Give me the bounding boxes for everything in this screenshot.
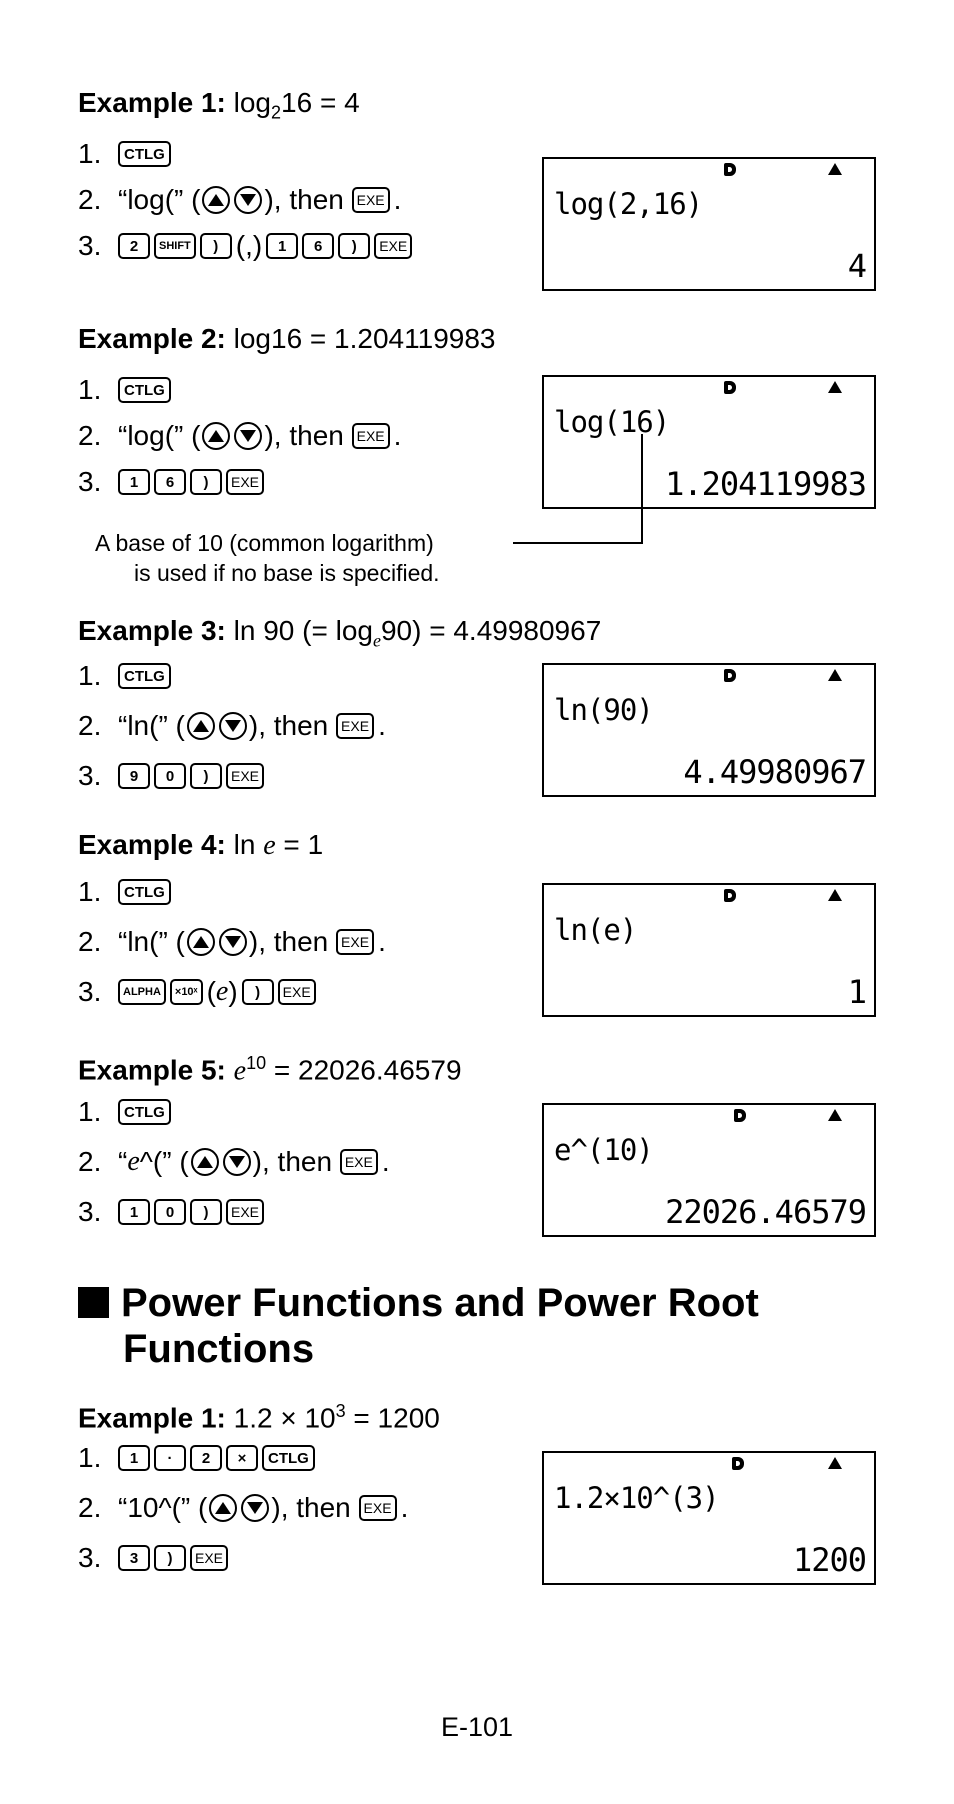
exe-key: EXE bbox=[336, 929, 374, 955]
step-3: 3. 1 6 ) EXE bbox=[78, 462, 268, 502]
exe-key: EXE bbox=[359, 1495, 397, 1521]
key-9: 9 bbox=[118, 763, 150, 789]
down-arrow-key-icon bbox=[223, 1148, 251, 1176]
up-arrow-key-icon bbox=[191, 1148, 219, 1176]
x10x-key: ×10ˣ bbox=[170, 979, 203, 1005]
rparen-key: ) bbox=[154, 1545, 186, 1571]
lcd-up-indicator-icon bbox=[828, 1457, 842, 1469]
step-2: 2. “ e ^(” ( ), then EXE . bbox=[78, 1146, 390, 1177]
lcd-d-indicator-icon bbox=[732, 1457, 744, 1470]
ctlg-key: CTLG bbox=[118, 377, 171, 403]
exe-key: EXE bbox=[278, 979, 316, 1005]
ctlg-key: CTLG bbox=[118, 1099, 171, 1125]
lcd-input: log(2,16) bbox=[554, 187, 703, 221]
page-number: E-101 bbox=[440, 1712, 514, 1742]
step-1: 1. 1 · 2 × CTLG bbox=[78, 1438, 319, 1478]
step-3: 3. 2 SHIFT ) (,) 1 6 ) EXE bbox=[78, 226, 416, 266]
exe-key: EXE bbox=[352, 423, 390, 449]
lcd-input: log(16) bbox=[554, 405, 670, 439]
step-2: 2. “ln(” ( ), then EXE . bbox=[78, 710, 386, 741]
lcd-display bbox=[542, 375, 876, 509]
lcd-up-indicator-icon bbox=[828, 381, 842, 393]
example-title: Example 1: $1.2 \times 10^3 = 1200$ bbox=[78, 1401, 440, 1434]
lcd-result: 4 bbox=[847, 247, 866, 285]
rparen-key: ) bbox=[242, 979, 274, 1005]
lcd-d-indicator-icon bbox=[724, 889, 736, 902]
ctlg-key: CTLG bbox=[262, 1445, 315, 1471]
lcd-result: 1200 bbox=[792, 1541, 866, 1579]
lcd-input: 1.2×10^(3) bbox=[554, 1481, 719, 1515]
lcd-display bbox=[542, 883, 876, 1017]
step-2: 2. “10^(” ( ), then EXE . bbox=[78, 1492, 409, 1523]
step-1: 1. CTLG bbox=[78, 134, 175, 174]
lcd-up-indicator-icon bbox=[828, 889, 842, 901]
exe-key: EXE bbox=[336, 713, 374, 739]
example-title: Example 3: ln 90 (= $\log_e90) = 4.49980967$ bbox=[78, 615, 602, 651]
down-arrow-key-icon bbox=[219, 928, 247, 956]
down-arrow-key-icon bbox=[234, 186, 262, 214]
lcd-result: 22026.46579 bbox=[665, 1193, 866, 1231]
lcd-d-indicator-icon bbox=[724, 163, 736, 176]
decimal-key: · bbox=[154, 1445, 186, 1471]
step-1: 1. CTLG bbox=[78, 656, 175, 696]
up-arrow-key-icon bbox=[202, 422, 230, 450]
shift-key: SHIFT bbox=[154, 233, 196, 259]
example-title: Example 1: $\log_216 = 4$ bbox=[78, 87, 360, 123]
up-arrow-key-icon bbox=[202, 186, 230, 214]
lcd-display bbox=[542, 1103, 876, 1237]
exe-key: EXE bbox=[226, 1199, 264, 1225]
key-6: 6 bbox=[302, 233, 334, 259]
lcd-up-indicator-icon bbox=[828, 669, 842, 681]
ctlg-key: CTLG bbox=[118, 879, 171, 905]
rparen-key: ) bbox=[338, 233, 370, 259]
key-3: 3 bbox=[118, 1545, 150, 1571]
section-square-icon bbox=[78, 1287, 109, 1318]
ctlg-key: CTLG bbox=[118, 663, 171, 689]
down-arrow-key-icon bbox=[241, 1494, 269, 1522]
key-1: 1 bbox=[118, 1445, 150, 1471]
up-arrow-key-icon bbox=[187, 712, 215, 740]
lcd-input: ln(90) bbox=[554, 693, 653, 727]
step-2: 2. “log(” ( ), then EXE . bbox=[78, 420, 402, 451]
lcd-display bbox=[542, 157, 876, 291]
lcd-display bbox=[542, 663, 876, 797]
lcd-d-indicator-icon bbox=[724, 669, 736, 682]
lcd-result: 1 bbox=[847, 973, 866, 1011]
step-1: 1. CTLG bbox=[78, 872, 175, 912]
exe-key: EXE bbox=[226, 763, 264, 789]
ctlg-key: CTLG bbox=[118, 141, 171, 167]
down-arrow-key-icon bbox=[234, 422, 262, 450]
key-1: 1 bbox=[266, 233, 298, 259]
step-3: 3. 1 0 ) EXE bbox=[78, 1192, 268, 1232]
key-1: 1 bbox=[118, 1199, 150, 1225]
key-0: 0 bbox=[154, 763, 186, 789]
lcd-up-indicator-icon bbox=[828, 1109, 842, 1121]
exe-key: EXE bbox=[190, 1545, 228, 1571]
exe-key: EXE bbox=[340, 1149, 378, 1175]
key-1: 1 bbox=[118, 469, 150, 495]
step-3: 3. ALPHA ×10ˣ ( e ) ) EXE bbox=[78, 972, 320, 1012]
lcd-d-indicator-icon bbox=[734, 1109, 746, 1122]
down-arrow-key-icon bbox=[219, 712, 247, 740]
rparen-key: ) bbox=[190, 469, 222, 495]
key-2: 2 bbox=[118, 233, 150, 259]
up-arrow-key-icon bbox=[187, 928, 215, 956]
example-title: Example 2: log16 = 1.204119983 bbox=[78, 323, 496, 354]
note: A base of 10 (common logarithm) is used if no base is specified. bbox=[95, 530, 440, 586]
alpha-key: ALPHA bbox=[118, 979, 166, 1005]
lcd-display bbox=[542, 1451, 876, 1585]
step-1: 1. CTLG bbox=[78, 1092, 175, 1132]
lcd-up-indicator-icon bbox=[828, 163, 842, 175]
up-arrow-key-icon bbox=[209, 1494, 237, 1522]
rparen-key: ) bbox=[190, 1199, 222, 1225]
lcd-input: e^(10) bbox=[554, 1133, 653, 1167]
rparen-key: ) bbox=[190, 763, 222, 789]
lcd-d-indicator-icon bbox=[724, 381, 736, 394]
key-6: 6 bbox=[154, 469, 186, 495]
key-0: 0 bbox=[154, 1199, 186, 1225]
step-3: 3. 3 ) EXE bbox=[78, 1538, 232, 1578]
section-title: Power Functions and Power Root Functions bbox=[78, 1280, 759, 1372]
step-1: 1. CTLG bbox=[78, 370, 175, 410]
exe-key: EXE bbox=[374, 233, 412, 259]
example-title: Example 4: ln e = 1 bbox=[78, 829, 324, 861]
lcd-result: 1.204119983 bbox=[665, 465, 866, 503]
key-2: 2 bbox=[190, 1445, 222, 1471]
rparen-key: ) bbox=[200, 233, 232, 259]
step-2: 2. “log(” ( ), then EXE . bbox=[78, 184, 402, 215]
lcd-result: 4.49980967 bbox=[683, 753, 866, 791]
exe-key: EXE bbox=[352, 187, 390, 213]
exe-key: EXE bbox=[226, 469, 264, 495]
step-2: 2. “ln(” ( ), then EXE . bbox=[78, 926, 386, 957]
step-3: 3. 9 0 ) EXE bbox=[78, 756, 268, 796]
lcd-input: ln(e) bbox=[554, 913, 637, 947]
multiply-key: × bbox=[226, 1445, 258, 1471]
example-title: Example 5: $e^{10} = 22026.46579$ bbox=[78, 1053, 462, 1087]
